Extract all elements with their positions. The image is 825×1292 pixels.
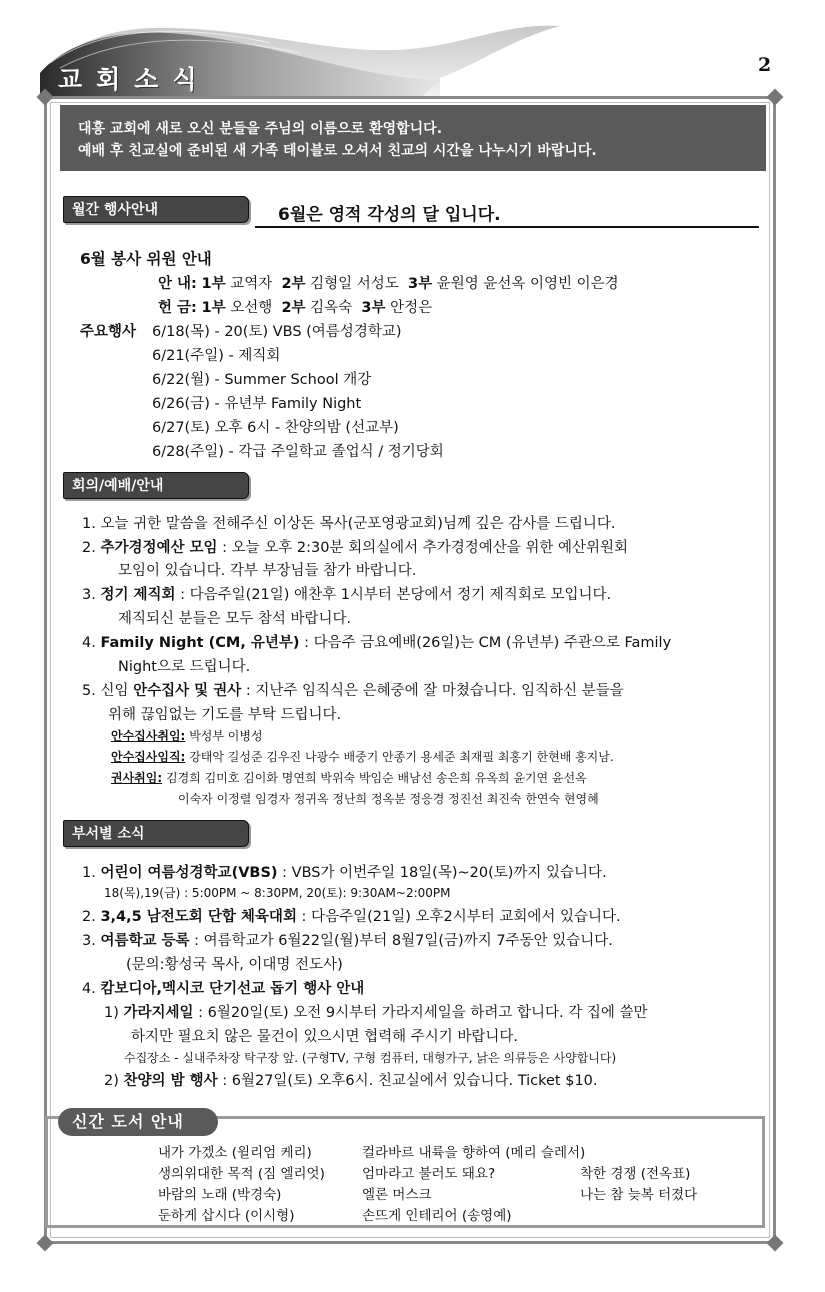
event-item: 6/18(목) - 20(토) VBS (여름성경학교) bbox=[152, 324, 402, 340]
item-text: 신임 bbox=[100, 683, 134, 699]
book-title: 둔하게 삽시다 (이시형) bbox=[158, 1208, 295, 1224]
item-continuation: (문의:황성국 목사, 이대명 전도사) bbox=[126, 957, 343, 973]
item-text: : 6월27일(토) 오후6시. 친교실에서 있습니다. Ticket $10. bbox=[217, 1073, 598, 1089]
kwonsa-label: 권사취임: bbox=[111, 771, 163, 785]
part-label: 1부 bbox=[201, 276, 226, 292]
item-number: 1) bbox=[104, 1005, 119, 1021]
part-label: 3부 bbox=[361, 300, 386, 316]
item-text: : 지난주 임직식은 은혜중에 잘 마쳤습니다. 임직하신 분들을 bbox=[241, 683, 624, 699]
dept-subitem bbox=[104, 1069, 598, 1090]
book-title: 엄마라고 불러도 돼요? bbox=[362, 1166, 496, 1182]
item-number: 4. bbox=[82, 981, 96, 997]
item-continuation: 제직되신 분들은 모두 참석 바랍니다. bbox=[118, 611, 352, 627]
meeting-item bbox=[82, 679, 624, 700]
names: 이숙자 이정렬 임경자 정귀옥 정난희 정옥분 정응경 정진선 최진숙 한연숙 현영혜 bbox=[178, 792, 599, 806]
monthly-theme: 6월은 영적 각성의 달 입니다. bbox=[278, 205, 501, 225]
item-number: 3. bbox=[82, 587, 96, 603]
offering-row bbox=[158, 296, 432, 317]
book-title: 엘론 머스크 bbox=[362, 1187, 432, 1203]
item-number: 2. bbox=[82, 909, 96, 925]
item-heading: 정기 제직회 bbox=[100, 587, 176, 603]
dept-news-tag: 부서별 소식 bbox=[63, 820, 249, 847]
deacon-retire-row bbox=[111, 727, 263, 744]
names: 윤원영 윤선옥 이영빈 이은경 bbox=[436, 276, 619, 292]
item-number: 1. bbox=[82, 516, 96, 532]
part-label: 1부 bbox=[201, 300, 226, 316]
part-label: 2부 bbox=[281, 276, 306, 292]
item-continuation: 위해 끊임없는 기도를 부탁 드립니다. bbox=[108, 707, 342, 723]
event-item: 6/26(금) - 유년부 Family Night bbox=[152, 396, 362, 412]
book-title: 나는 참 늦복 터졌다 bbox=[580, 1187, 698, 1203]
monthly-events-tag: 월간 행사안내 bbox=[63, 196, 249, 223]
new-books-tag: 신간 도서 안내 bbox=[58, 1108, 218, 1136]
events-label: 주요행사 bbox=[80, 324, 137, 340]
divider bbox=[255, 226, 759, 228]
book-title: 생의위대한 목적 (짐 엘리엇) bbox=[158, 1166, 325, 1182]
book-title: 내가 가겠소 (윌리엄 케리) bbox=[158, 1145, 312, 1161]
item-number: 5. bbox=[82, 683, 96, 699]
item-heading: 어린이 여름성경학교(VBS) bbox=[100, 865, 278, 881]
part-label: 2부 bbox=[281, 300, 306, 316]
names: 박성부 이병성 bbox=[189, 729, 263, 743]
dept-item bbox=[82, 905, 621, 926]
item-number: 1. bbox=[82, 865, 96, 881]
deacon-retire-label: 안수집사취임: bbox=[111, 729, 186, 743]
item-continuation: 하지만 필요치 않은 물건이 있으시면 협력해 주시기 바랍니다. bbox=[131, 1029, 519, 1045]
book-title: 착한 경쟁 (전옥표) bbox=[580, 1166, 691, 1182]
section-title: 교회소식 bbox=[58, 65, 211, 94]
item-number: 3. bbox=[82, 933, 96, 949]
kwonsa-row bbox=[111, 769, 587, 786]
service-title: 6월 봉사 위원 안내 bbox=[80, 250, 212, 268]
deacon-ordain-row bbox=[111, 748, 614, 765]
event-item: 6/27(토) 오후 6시 - 찬양의밤 (선교부) bbox=[152, 420, 399, 436]
item-text: : 여름학교가 6월22일(월)부터 8월7일(금)까지 7주동안 있습니다. bbox=[189, 933, 613, 949]
item-heading: 캄보디아,멕시코 단기선교 돕기 행사 안내 bbox=[100, 981, 365, 997]
item-heading: 추가경정예산 모임 bbox=[100, 540, 218, 556]
item-text: : 다음주일(21일) 오후2시부터 교회에서 있습니다. bbox=[296, 909, 621, 925]
item-number: 2) bbox=[104, 1073, 119, 1089]
item-text: : 6월20일(토) 오전 9시부터 가라지세일을 하려고 합니다. 각 집에 쓸만 bbox=[193, 1005, 648, 1021]
item-text: : 오늘 오후 2:30분 회의실에서 추가경정예산을 위한 예산위원회 bbox=[217, 540, 629, 556]
dept-item bbox=[82, 977, 364, 998]
deacon-ordain-label: 안수집사임직: bbox=[111, 750, 186, 764]
names: 안정은 bbox=[390, 300, 433, 316]
names: 김형일 서성도 bbox=[310, 276, 399, 292]
dept-item bbox=[82, 929, 613, 950]
meeting-tag: 회의/예배/안내 bbox=[63, 472, 249, 499]
item-heading: 여름학교 등록 bbox=[100, 933, 190, 949]
item-heading: 안수집사 및 권사 bbox=[133, 683, 242, 699]
names: 오선행 bbox=[230, 300, 273, 316]
names: 김경희 김미호 김이화 명연희 박위숙 박임순 배남선 송은희 유옥희 윤기연 윤선옥 bbox=[166, 771, 587, 785]
item-note: 수집장소 - 실내주차장 탁구장 앞. (구형TV, 구형 컴퓨터, 대형가구, 낡은 의류등은 사양합니다) bbox=[124, 1051, 617, 1065]
book-title: 바람의 노래 (박경숙) bbox=[158, 1187, 282, 1203]
item-subline: 18(목),19(금) : 5:00PM ~ 8:30PM, 20(토): 9:30AM~2:00PM bbox=[104, 886, 451, 900]
welcome-line: 예배 후 친교실에 준비된 새 가족 테이블로 오셔서 친교의 시간을 나누시기 바랍니다. bbox=[78, 143, 597, 159]
item-text: : 다음주 금요예배(26일)는 CM (유년부) 주관으로 Family bbox=[299, 635, 672, 651]
item-continuation: Night으로 드립니다. bbox=[118, 659, 251, 675]
event-item: 6/28(주일) - 각급 주일학교 졸업식 / 정기당회 bbox=[152, 444, 444, 460]
dept-subitem bbox=[104, 1001, 648, 1022]
book-title: 손뜨게 인테리어 (송영예) bbox=[362, 1208, 512, 1224]
item-text: : VBS가 이번주일 18일(목)~20(토)까지 있습니다. bbox=[277, 865, 607, 881]
names: 강태악 길성준 김우진 나광수 배중기 안종기 용세준 최재필 최홍기 한현배 홍지남. bbox=[189, 750, 614, 764]
item-heading: 3,4,5 남전도회 단합 체육대회 bbox=[100, 909, 297, 925]
meeting-item bbox=[82, 583, 611, 604]
usher-row bbox=[158, 272, 619, 293]
item-heading: Family Night (CM, 유년부) bbox=[100, 635, 300, 651]
event-item: 6/21(주일) - 제직회 bbox=[152, 348, 281, 364]
book-title: 컬라바르 내륙을 향하여 (메리 슬레서) bbox=[362, 1145, 586, 1161]
item-number: 4. bbox=[82, 635, 96, 651]
names: 교역자 bbox=[230, 276, 273, 292]
welcome-line: 대흥 교회에 새로 오신 분들을 주님의 이름으로 환영합니다. bbox=[78, 121, 443, 137]
page-number: 2 bbox=[758, 54, 772, 76]
item-continuation: 모임이 있습니다. 각부 부장님들 참가 바랍니다. bbox=[118, 563, 417, 579]
welcome-banner bbox=[60, 105, 766, 171]
offering-label: 헌 금: bbox=[158, 300, 197, 316]
names: 김옥숙 bbox=[310, 300, 353, 316]
item-text: : 다음주일(21일) 애찬후 1시부터 본당에서 정기 제직회로 모입니다. bbox=[175, 587, 612, 603]
dept-item bbox=[82, 861, 607, 882]
item-heading: 가라지세일 bbox=[123, 1005, 194, 1021]
meeting-item bbox=[82, 536, 628, 557]
item-text: 오늘 귀한 말씀을 전해주신 이상돈 목사(군포영광교회)님께 깊은 감사를 드립니다. bbox=[100, 516, 616, 532]
item-number: 2. bbox=[82, 540, 96, 556]
event-item: 6/22(월) - Summer School 개강 bbox=[152, 372, 372, 388]
item-heading: 찬양의 밤 행사 bbox=[123, 1073, 218, 1089]
meeting-item bbox=[82, 512, 615, 533]
meeting-item bbox=[82, 631, 671, 652]
part-label: 3부 bbox=[408, 276, 433, 292]
usher-label: 안 내: bbox=[158, 276, 197, 292]
